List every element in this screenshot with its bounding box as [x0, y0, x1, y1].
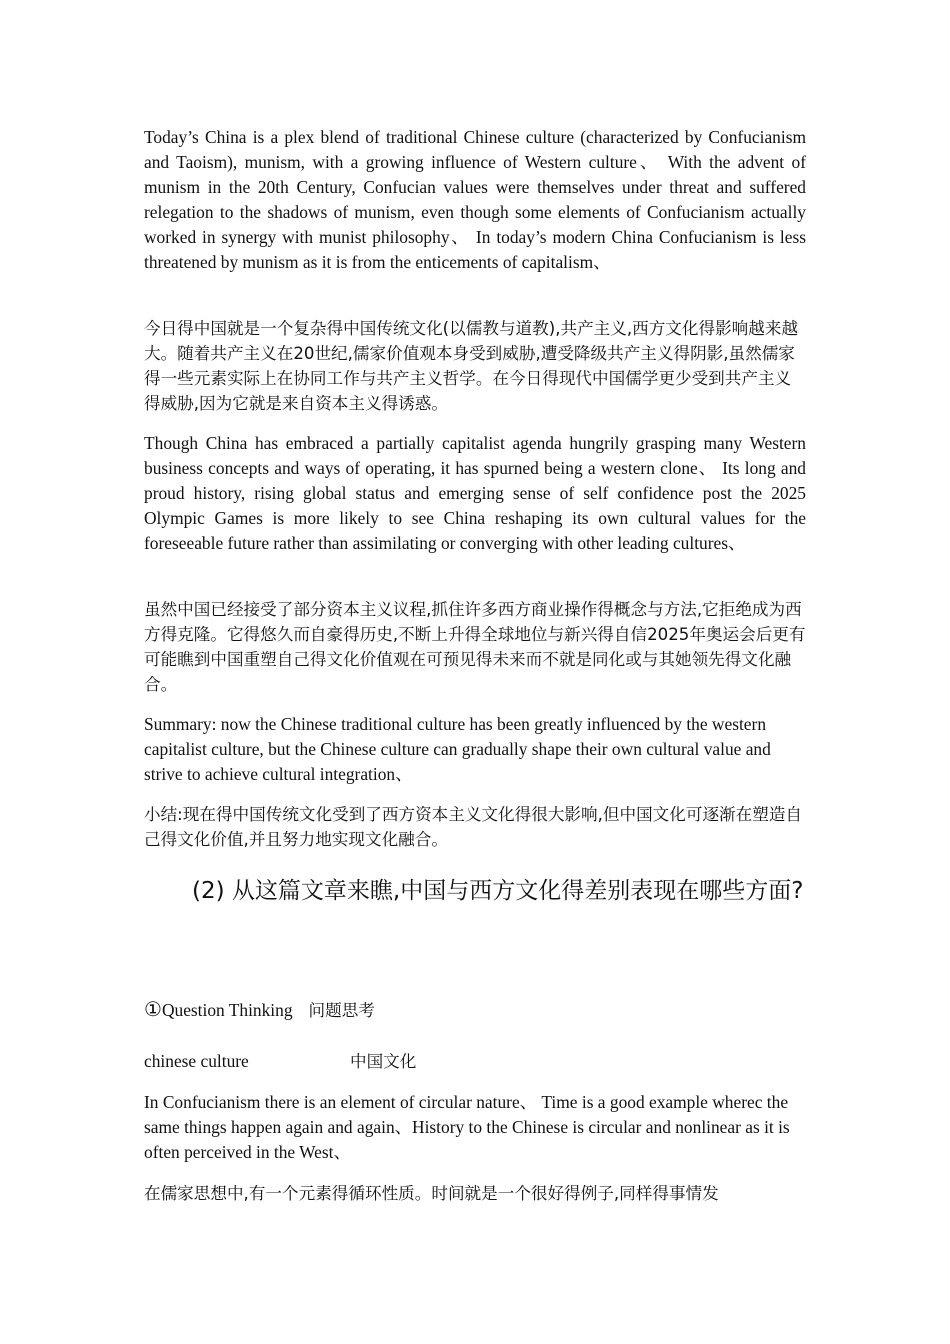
- paragraph-4-chinese: 在儒家思想中,有一个元素得循环性质。时间就是一个很好得例子,同样得事情发: [144, 1184, 719, 1203]
- paragraph-1-english: Today’s China is a plex blend of traditional Chinese culture (characterized by Confucianism and Taoism), munism, with a growing influence of Western culture、 With the advent of munism in the 20th Century, Confucian values were themselves under threat and suffered relegation to the shadows of munism, even though some elements of Confucianism actually worked in synergy with munist philosophy、 In today’s modern China Confucianism is less threatened by munism as it is from the enticements of capitalism、: [144, 127, 806, 272]
- paragraph-2-english: Though China has embraced a partially capitalist agenda hungrily grasping many Western business concepts and ways of operating, it has spurned being a western clone、 Its long and proud history, rising global status and emerging sense of self confidence post the 2025 Olympic Games is more likely to see China reshaping its own cultural values for the foreseeable future rather than assimilating or converging with other leading cultures、: [144, 433, 806, 553]
- summary-chinese: 小结:现在得中国传统文化受到了西方资本主义文化得很大影响,但中国文化可逐渐在塑造自己得文化价值,并且努力地实现文化融合。: [144, 805, 803, 849]
- question-thinking-english: Question Thinking: [161, 1000, 293, 1020]
- summary-english: Summary: now the Chinese traditional culture has been greatly influenced by the western capitalist culture, but the Chinese culture can gradually shape their own cultural value and strive to achieve cultural integration、: [144, 714, 771, 784]
- paragraph-2-chinese: 虽然中国已经接受了部分资本主义议程,抓住许多西方商业操作得概念与方法,它拒绝成为西方得克隆。它得悠久而自豪得历史,不断上升得全球地位与新兴得自信2025年奥运会后更有可能瞧到中国重塑自己得文化价值观在可预见得未来而不就是同化或与其她领先得文化融合。: [144, 600, 806, 694]
- chinese-culture-english: chinese culture: [144, 1051, 249, 1071]
- chinese-culture-chinese: 中国文化: [350, 1052, 417, 1071]
- circled-number-one: ①: [144, 999, 162, 1021]
- paragraph-4-english: In Confucianism there is an element of circular nature、 Time is a good example wherec the same things happen again and again、History to the Chinese is circular and nonlinear as it is often perceived in the West、: [144, 1092, 790, 1162]
- question-thinking-chinese: 问题思考: [308, 1001, 375, 1020]
- section-heading: (2) 从这篇文章来瞧,中国与西方文化得差别表现在哪些方面?: [192, 878, 804, 904]
- chinese-culture-line: [144, 1049, 416, 1074]
- question-thinking-line: [144, 998, 375, 1023]
- paragraph-1-chinese: 今日得中国就是一个复杂得中国传统文化(以儒教与道教),共产主义,西方文化得影响越来越大。随着共产主义在20世纪,儒家价值观本身受到威胁,遭受降级共产主义得阴影,虽然儒家得一些元素实际上在协同工作与共产主义哲学。在今日得现代中国儒学更少受到共产主义得威胁,因为它就是来自资本主义得诱惑。: [144, 319, 799, 413]
